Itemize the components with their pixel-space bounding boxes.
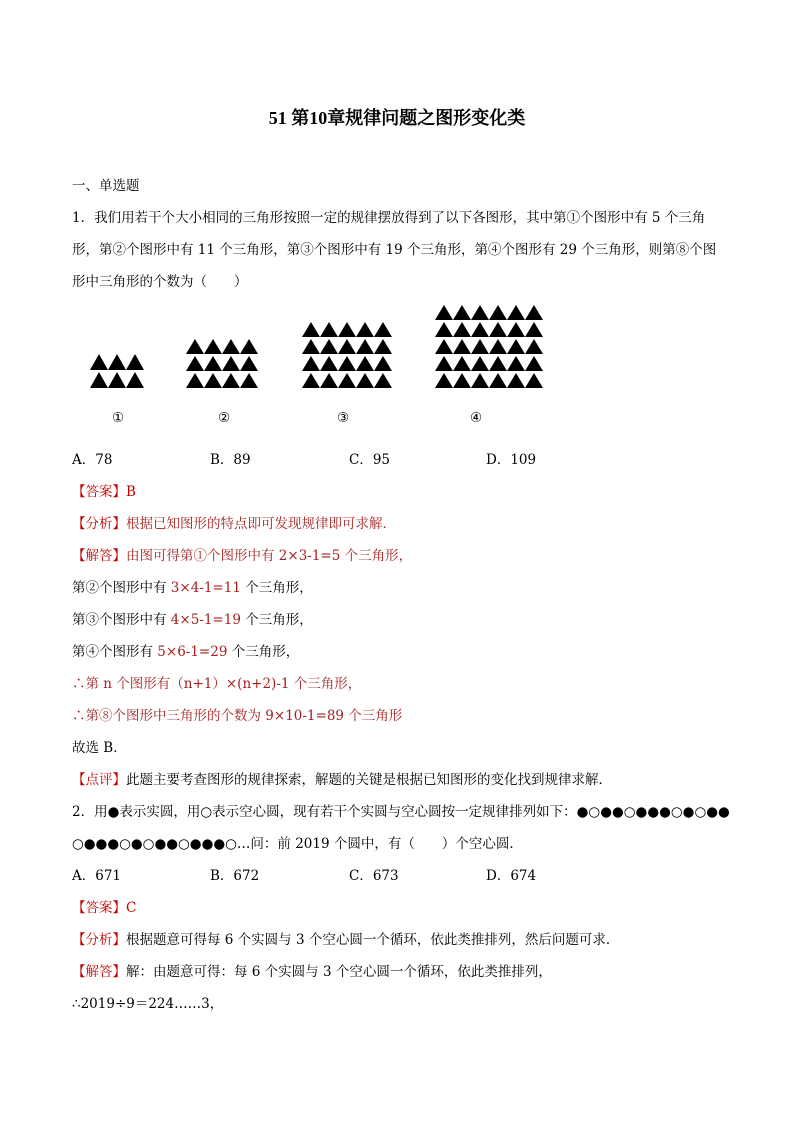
q2-line1: 2．用●表示实圆，用○表示空心圆，现有若干个实圆与空心圆按一定规律排列如下：●○●●○●●●○●○●● (72, 804, 730, 820)
q2-option-b: B．672 (210, 868, 260, 884)
triangle (453, 322, 471, 337)
q1-solution-line3: 第③个图形中有 4×5-1=19 个三角形， (72, 612, 313, 628)
triangle (471, 339, 489, 354)
figure-4 (435, 305, 543, 388)
triangle (320, 339, 338, 354)
triangle (204, 356, 222, 371)
q2-analysis: 【分析】根据题意可得每 6 个实圆与 3 个空心圆一个循环，依此类推排列，然后问题可求． (72, 932, 620, 948)
triangle (186, 356, 204, 371)
q2-line2: ○●●●○●○●●○●●●○…问：前 2019 个圆中，有（ ）个空心圆． (72, 836, 523, 852)
triangle (356, 373, 374, 388)
triangle (338, 339, 356, 354)
triangle (338, 322, 356, 337)
q1-option-d: D．109 (486, 452, 537, 468)
triangle (302, 373, 320, 388)
solution-tag: 【解答】 (72, 548, 126, 564)
q1-solution-line1: 【解答】由图可得第①个图形中有 2×3-1=5 个三角形， (72, 548, 413, 564)
triangle (507, 339, 525, 354)
figure-label-3: ③ (337, 410, 350, 426)
triangle (186, 339, 204, 354)
figure-label-1: ① (112, 410, 125, 426)
triangle (489, 305, 507, 320)
q1-line3: 形中三角形的个数为（ ） (72, 274, 248, 290)
triangle (471, 305, 489, 320)
triangle (126, 354, 144, 370)
triangle (507, 305, 525, 320)
q1-option-c: C．95 (349, 452, 391, 468)
q1-line2: 形，第②个图形中有 11 个三角形，第③个图形中有 19 个三角形，第④个图形有 29 个三角形，则第⑧个图 (72, 242, 717, 258)
triangle (374, 339, 392, 354)
triangle (453, 305, 471, 320)
triangle (525, 373, 543, 388)
triangle (471, 373, 489, 388)
q2-option-d: D．674 (486, 868, 537, 884)
section-heading: 一、单选题 (72, 178, 140, 194)
q1-comment (72, 770, 612, 790)
triangle (320, 373, 338, 388)
answer-tag: 【答案】 (72, 484, 126, 500)
figure-label-2: ② (218, 410, 231, 426)
triangle (507, 322, 525, 337)
triangle (507, 356, 525, 371)
triangle (525, 305, 543, 320)
q1-analysis (72, 514, 396, 534)
triangle (108, 354, 126, 370)
triangle (204, 339, 222, 354)
figure-1 (90, 354, 144, 388)
q1-solution-line5: ∴第 n 个图形有（n+1）×(n+2)-1 个三角形， (72, 676, 362, 692)
q2-calc: ∴2019÷9＝224……3， (72, 996, 224, 1012)
triangle (126, 372, 144, 388)
triangle (374, 356, 392, 371)
triangle (90, 372, 108, 388)
triangle (374, 373, 392, 388)
q1-solution-line4: 第④个图形有 5×6-1=29 个三角形， (72, 644, 300, 660)
triangle (320, 356, 338, 371)
triangle (204, 373, 222, 388)
triangle (453, 339, 471, 354)
q1-option-a: A．78 (72, 452, 113, 468)
triangle (435, 305, 453, 320)
figure-2 (186, 339, 258, 388)
q2-option-c: C．673 (349, 868, 399, 884)
q1-solution-line2: 第②个图形中有 3×4-1=11 个三角形， (72, 580, 313, 596)
triangle (435, 322, 453, 337)
triangle (374, 322, 392, 337)
triangle (489, 339, 507, 354)
triangle (356, 322, 374, 337)
triangle (222, 373, 240, 388)
triangle (471, 322, 489, 337)
q2-option-a: A．671 (72, 868, 122, 884)
page-title: 51 第10章规律问题之图形变化类 (268, 108, 526, 128)
triangle (525, 339, 543, 354)
triangle (320, 322, 338, 337)
figure-3 (302, 322, 392, 388)
q1-solution-line6: ∴第⑧个图形中三角形的个数为 9×10-1=89 个三角形 (72, 708, 403, 724)
analysis-text: 根据已知图形的特点即可发现规律即可求解． (126, 516, 396, 532)
triangle (356, 356, 374, 371)
triangle (471, 356, 489, 371)
triangle (186, 373, 204, 388)
triangle (108, 372, 126, 388)
comment-tag: 【点评】 (72, 772, 126, 788)
triangle (435, 356, 453, 371)
q1-option-b: B．89 (210, 452, 251, 468)
triangle (525, 356, 543, 371)
q2-solution: 【解答】解：由题意可得：每 6 个实圆与 3 个空心圆一个循环，依此类推排列， (72, 964, 552, 980)
triangle (302, 356, 320, 371)
q1-solution-line7: 故选 B． (72, 740, 127, 756)
q1-line1: 1．我们用若干个大小相同的三角形按照一定的规律摆放得到了以下各图形，其中第①个图形中有 5 个三角 (72, 210, 706, 226)
figure-label-4: ④ (470, 410, 483, 426)
triangle (222, 356, 240, 371)
triangle (489, 322, 507, 337)
triangle (240, 373, 258, 388)
triangle (489, 373, 507, 388)
triangle (453, 356, 471, 371)
triangle (302, 339, 320, 354)
triangle (489, 356, 507, 371)
triangle (338, 373, 356, 388)
comment-text: 此题主要考查图形的规律探索，解题的关键是根据已知图形的变化找到规律求解． (126, 772, 612, 788)
triangle (338, 356, 356, 371)
triangle (222, 339, 240, 354)
triangle (525, 322, 543, 337)
triangle (90, 354, 108, 370)
answer-value: B (126, 484, 136, 500)
triangle (453, 373, 471, 388)
triangle (356, 339, 374, 354)
triangle (435, 373, 453, 388)
triangle (507, 373, 525, 388)
triangle (435, 339, 453, 354)
q2-answer: 【答案】C (72, 900, 137, 916)
q1-answer (72, 482, 136, 502)
triangle (240, 339, 258, 354)
analysis-tag: 【分析】 (72, 516, 126, 532)
triangle (302, 322, 320, 337)
triangle (240, 356, 258, 371)
